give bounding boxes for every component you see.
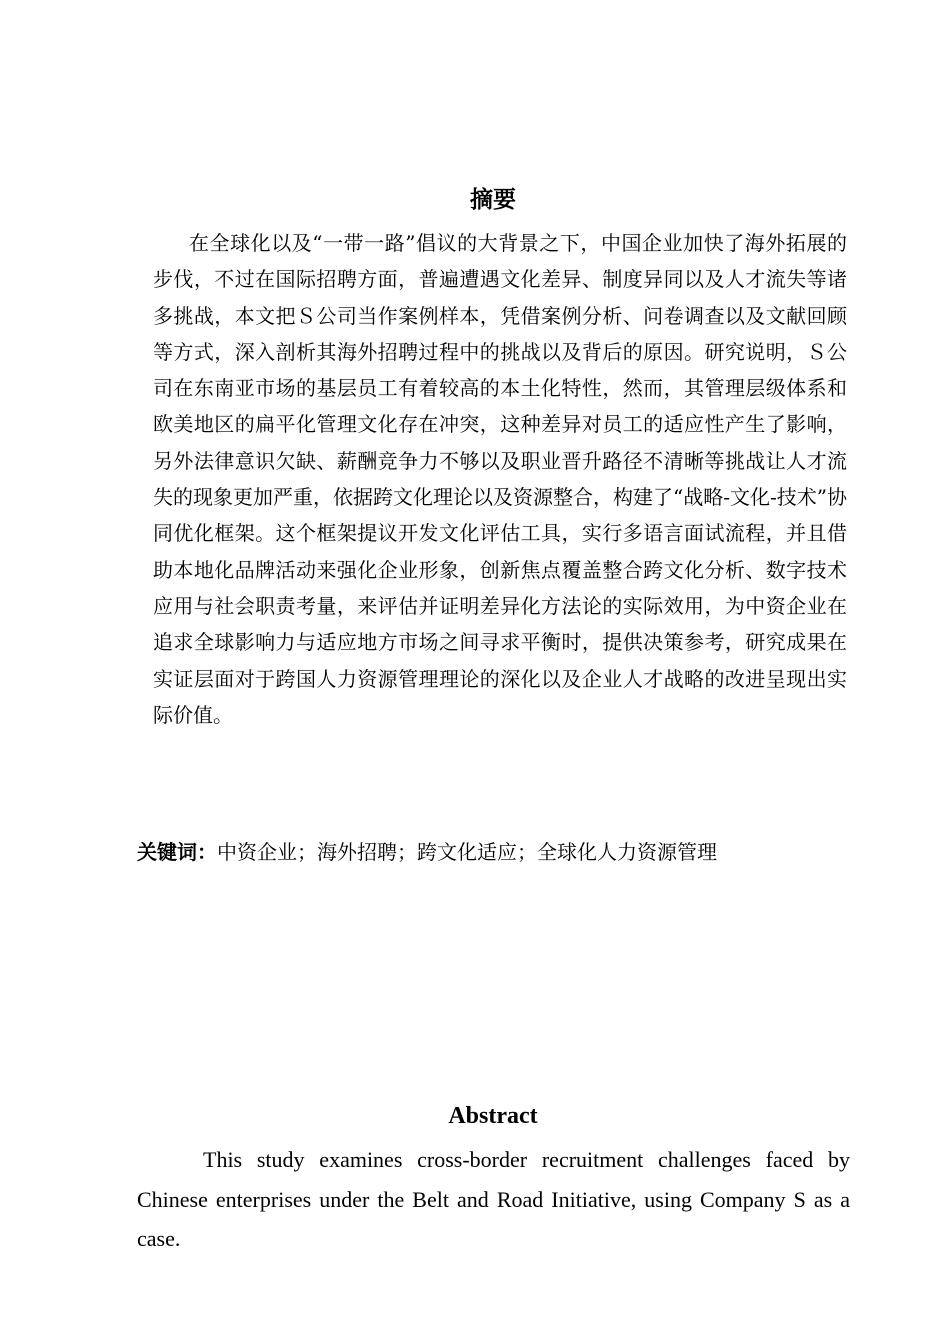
chinese-abstract-title: 摘要	[470, 187, 516, 213]
english-abstract-body: This study examines cross-border recruitment challenges faced by Chinese enterprises under the Belt and Road Initiative, using Company S as a case.	[137, 1147, 850, 1251]
keywords-text: 中资企业；海外招聘；跨文化适应；全球化人力资源管理	[217, 840, 717, 864]
chinese-abstract-body: 在全球化以及“一带一路”倡议的大背景之下，中国企业加快了海外拓展的步伐，不过在国际招聘方面，普遍遭遇文化差异、制度异同以及人才流失等诸多挑战，本文把Ｓ公司当作案例样本，凭借案例分析、问卷调查以及文献回顾等方式，深入剖析其海外招聘过程中的挑战以及背后的原因。研究说明，Ｓ公司在东南亚市场的基层员工有着较高的本土化特性，然而，其管理层级体系和欧美地区的扁平化管理文化存在冲突，这种差异对员工的适应性产生了影响，另外法律意识欠缺、薪酬竞争力不够以及职业晋升路径不清晰等挑战让人才流失的现象更加严重，依据跨文化理论以及资源整合，构建了“战略-文化-技术”协同优化框架。这个框架提议开发文化评估工具，实行多语言面试流程，并且借助本地化品牌活动来强化企业形象，创新焦点覆盖整合跨文化分析、数字技术应用与社会职责考量，来评估并证明差异化方法论的实际效用，为中资企业在追求全球影响力与适应地方市场之间寻求平衡时，提供决策参考，研究成果在实证层面对于跨国人力资源管理理论的深化以及企业人才战略的改进呈现出实际价值。	[153, 231, 847, 727]
keywords-line	[137, 836, 857, 869]
english-abstract-title: Abstract	[448, 1103, 538, 1129]
keywords-label: 关键词：	[137, 840, 217, 864]
